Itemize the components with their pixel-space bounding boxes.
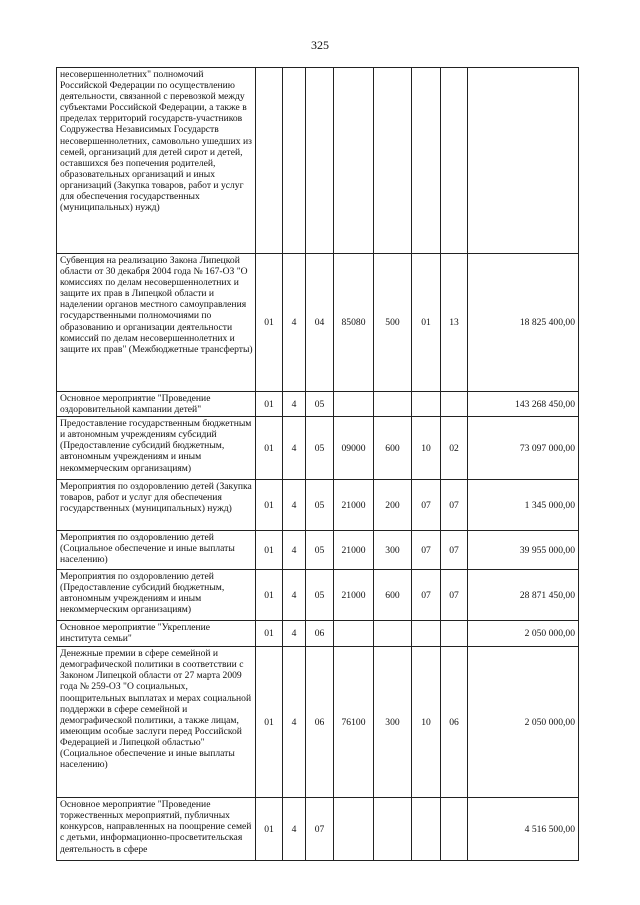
- code-cell: 200: [374, 480, 412, 531]
- code-cell: 07: [412, 570, 441, 621]
- table-row: [57, 570, 579, 621]
- table-row: [57, 531, 579, 570]
- amount-cell: [468, 68, 579, 254]
- code-cell: 02: [441, 417, 468, 480]
- code-cell: [441, 392, 468, 417]
- table-row: [57, 68, 579, 254]
- code-cell: 06: [306, 621, 334, 647]
- code-cell: 05: [306, 531, 334, 570]
- code-cell: 4: [283, 480, 306, 531]
- code-cell: 01: [256, 647, 283, 798]
- code-cell: 4: [283, 531, 306, 570]
- code-cell: 4: [283, 254, 306, 392]
- code-cell: 10: [412, 417, 441, 480]
- code-cell: 01: [412, 254, 441, 392]
- code-cell: 07: [441, 480, 468, 531]
- code-cell: 05: [306, 570, 334, 621]
- code-cell: 06: [306, 647, 334, 798]
- row-description: Субвенция на реализацию Закона Липецкой области от 30 декабря 2004 года № 167-ОЗ "О комиссиях по делам несовершеннолетних и защите их прав в Липецкой области и наделении органов местного самоуправления государственными полномочиями по образованию и организации деятельности комиссий по делам несовершеннолетних и защите их прав" (Межбюджетные трансферты): [57, 254, 256, 392]
- table-row: [57, 647, 579, 798]
- code-cell: 600: [374, 417, 412, 480]
- code-cell: 21000: [334, 570, 374, 621]
- code-cell: [441, 621, 468, 647]
- code-cell: [374, 392, 412, 417]
- code-cell: 10: [412, 647, 441, 798]
- code-cell: [334, 621, 374, 647]
- code-cell: [412, 621, 441, 647]
- code-cell: 07: [441, 531, 468, 570]
- code-cell: 600: [374, 570, 412, 621]
- code-cell: 4: [283, 417, 306, 480]
- code-cell: [374, 798, 412, 861]
- code-cell: 05: [306, 480, 334, 531]
- amount-cell: 39 955 000,00: [468, 531, 579, 570]
- code-cell: [283, 68, 306, 254]
- code-cell: 4: [283, 570, 306, 621]
- code-cell: 4: [283, 392, 306, 417]
- code-cell: 07: [306, 798, 334, 861]
- code-cell: 4: [283, 621, 306, 647]
- code-cell: 01: [256, 621, 283, 647]
- amount-cell: 73 097 000,00: [468, 417, 579, 480]
- code-cell: 06: [441, 647, 468, 798]
- code-cell: [374, 68, 412, 254]
- code-cell: [441, 68, 468, 254]
- code-cell: 85080: [334, 254, 374, 392]
- row-description: несовершеннолетних" полномочий Российской Федерации по осуществлению деятельности, связанной с перевозкой между субъектами Российской Федерации, а также в пределах территорий государств-участников Содружества Независимых Государств несовершеннолетних, самовольно ушедших из семей, организаций для детей сирот и детей, оставшихся без попечения родителей, образовательных организаций и иных организаций (Закупка товаров, работ и услуг для обеспечения государственных (муниципальных) нужд): [57, 68, 256, 254]
- table-row: [57, 417, 579, 480]
- code-cell: 07: [441, 570, 468, 621]
- amount-cell: 1 345 000,00: [468, 480, 579, 531]
- code-cell: 01: [256, 392, 283, 417]
- code-cell: 4: [283, 647, 306, 798]
- amount-cell: 2 050 000,00: [468, 647, 579, 798]
- code-cell: 21000: [334, 480, 374, 531]
- amount-cell: 143 268 450,00: [468, 392, 579, 417]
- row-description: Основное мероприятие "Проведение оздоровительной кампании детей": [57, 392, 256, 417]
- code-cell: [256, 68, 283, 254]
- code-cell: 4: [283, 798, 306, 861]
- budget-table: [56, 67, 579, 861]
- row-description: Предоставление государственным бюджетным и автономным учреждениям субсидий (Предоставление субсидий бюджетным, автономным учреждениям и иным некоммерческим организациям): [57, 417, 256, 480]
- code-cell: 500: [374, 254, 412, 392]
- code-cell: 300: [374, 647, 412, 798]
- amount-cell: 28 871 450,00: [468, 570, 579, 621]
- table-row: [57, 798, 579, 861]
- code-cell: [412, 798, 441, 861]
- code-cell: 04: [306, 254, 334, 392]
- row-description: Основное мероприятие "Укрепление института семьи": [57, 621, 256, 647]
- code-cell: [374, 621, 412, 647]
- table-row: [57, 254, 579, 392]
- code-cell: [334, 798, 374, 861]
- page-number: 325: [311, 38, 329, 52]
- table-row: [57, 392, 579, 417]
- table-row: [57, 480, 579, 531]
- code-cell: 01: [256, 254, 283, 392]
- row-description: Мероприятия по оздоровлению детей (Социальное обеспечение и иные выплаты населению): [57, 531, 256, 570]
- amount-cell: 18 825 400,00: [468, 254, 579, 392]
- row-description: Основное мероприятие "Проведение торжественных мероприятий, публичных конкурсов, направленных на поощрение семей с детьми, информационно-просветительская деятельность в сфере: [57, 798, 256, 861]
- code-cell: [334, 68, 374, 254]
- code-cell: 21000: [334, 531, 374, 570]
- row-description: Мероприятия по оздоровлению детей (Закупка товаров, работ и услуг для обеспечения государственных (муниципальных) нужд): [57, 480, 256, 531]
- code-cell: 01: [256, 480, 283, 531]
- code-cell: 09000: [334, 417, 374, 480]
- code-cell: 01: [256, 531, 283, 570]
- code-cell: [412, 392, 441, 417]
- code-cell: [441, 798, 468, 861]
- code-cell: [412, 68, 441, 254]
- code-cell: 01: [256, 570, 283, 621]
- code-cell: 01: [256, 798, 283, 861]
- code-cell: 13: [441, 254, 468, 392]
- amount-cell: 2 050 000,00: [468, 621, 579, 647]
- code-cell: [306, 68, 334, 254]
- amount-cell: 4 516 500,00: [468, 798, 579, 861]
- table-row: [57, 621, 579, 647]
- code-cell: 01: [256, 417, 283, 480]
- code-cell: 07: [412, 531, 441, 570]
- code-cell: 07: [412, 480, 441, 531]
- row-description: Мероприятия по оздоровлению детей (Предоставление субсидий бюджетным, автономным учреждениям и иным некоммерческим организациям): [57, 570, 256, 621]
- code-cell: 05: [306, 417, 334, 480]
- code-cell: 05: [306, 392, 334, 417]
- row-description: Денежные премии в сфере семейной и демографической политики в соответствии с Законом Липецкой области от 27 марта 2009 года № 259-ОЗ "О социальных, поощрительных выплатах и мерах социальной поддержки в сфере семейной и демографической политики, а также лицам, имеющим особые заслуги перед Российской Федерацией и Липецкой областью" (Социальное обеспечение и иные выплаты населению): [57, 647, 256, 798]
- code-cell: 76100: [334, 647, 374, 798]
- code-cell: [334, 392, 374, 417]
- code-cell: 300: [374, 531, 412, 570]
